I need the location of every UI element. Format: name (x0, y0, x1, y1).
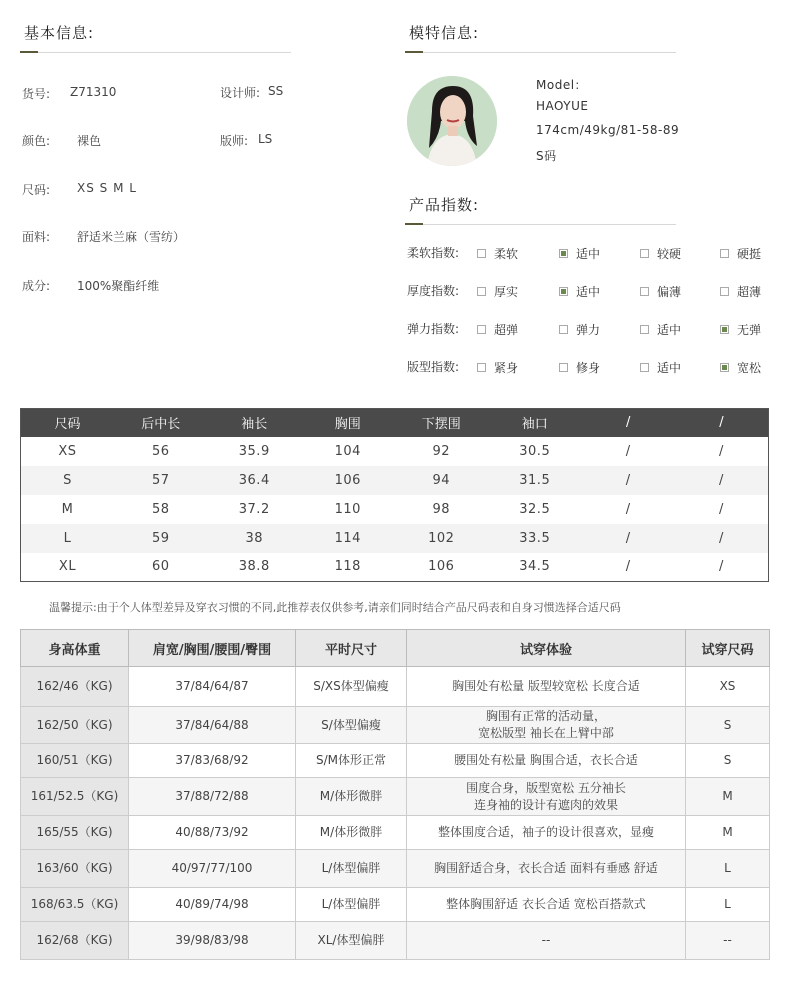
size-table-cell: 37.2 (238, 501, 270, 517)
try-on-table-header (21, 630, 770, 667)
value-item-no: Z71310 (70, 85, 117, 99)
try-on-cell: 40/97/77/100 (129, 850, 296, 888)
index-option-label: 厚实 (494, 285, 519, 299)
size-table-cell: / (625, 559, 631, 575)
index-option-label: 适中 (576, 285, 601, 299)
size-table-cell: 35.9 (238, 443, 270, 459)
size-table-cell: 104 (334, 443, 361, 459)
try-on-experience-line: 腰围处有松量 胸围合适，衣长合适 (454, 753, 638, 767)
try-on-cell (407, 778, 686, 816)
checked-box-icon (720, 363, 729, 372)
try-on-table (20, 629, 770, 960)
value-designer: SS (268, 84, 284, 98)
try-on-experience-line: 整体胸围舒适 衣长合适 宽松百搭款式 (446, 897, 646, 911)
index-option-label: 适中 (657, 323, 682, 337)
try-on-cell: L (686, 888, 770, 922)
product-index-divider (405, 224, 676, 225)
index-option (477, 283, 518, 300)
label-pattern-maker: 版师: (220, 134, 249, 148)
model-size: S码 (536, 149, 557, 163)
try-on-cell: 40/88/73/92 (129, 816, 296, 850)
index-option (559, 359, 600, 376)
try-on-cell (407, 744, 686, 778)
size-table-cell: XS (58, 443, 77, 459)
size-table-cell: 31.5 (488, 466, 582, 495)
size-table-cell: L (21, 524, 115, 553)
model-info-title: 模特信息: (409, 24, 480, 42)
index-option (477, 245, 518, 262)
try-on-experience-line: 胸围处有松量 版型较宽松 长度合适 (452, 679, 640, 693)
try-on-cell (407, 922, 686, 960)
index-option (720, 283, 761, 300)
try-on-cell (407, 888, 686, 922)
unchecked-box-icon (477, 325, 486, 334)
try-on-cell: 37/88/72/88 (129, 778, 296, 816)
try-on-experience-line: 围度合身，版型宽松 五分袖长 (466, 780, 626, 795)
size-table-cell: 110 (334, 501, 361, 517)
size-table-cell: 94 (395, 466, 489, 495)
index-option-label: 弹力 (576, 323, 601, 337)
try-on-cell: 168/63.5（KG) (21, 888, 129, 922)
try-on-cell (407, 850, 686, 888)
try-on-experience-line: 宽松版型 袖长在上臂中部 (478, 726, 614, 740)
size-table-cell: / (719, 559, 724, 575)
unchecked-box-icon (720, 249, 729, 258)
size-table-header-cell: 袖长 (208, 409, 302, 437)
table-row (21, 922, 770, 960)
table-row (21, 495, 769, 524)
try-on-cell (407, 707, 686, 744)
try-on-cell (407, 667, 686, 707)
size-table-cell: 30.5 (519, 443, 551, 459)
size-table-header-cell: 胸围 (301, 409, 395, 437)
index-option-label: 柔软 (494, 247, 519, 261)
index-option-label: 超弹 (494, 323, 519, 337)
try-on-header-cell: 平时尺寸 (296, 630, 407, 667)
index-option (559, 245, 600, 262)
try-on-cell: M (686, 816, 770, 850)
value-color: 裸色 (77, 134, 102, 148)
size-table-cell: / (719, 443, 724, 459)
size-table-cell: / (582, 466, 676, 495)
unchecked-box-icon (720, 287, 729, 296)
model-name: HAOYUE (536, 99, 589, 113)
try-on-cell (407, 816, 686, 850)
try-on-cell: L (686, 850, 770, 888)
index-option (559, 283, 600, 300)
try-on-cell: 163/60（KG) (21, 850, 129, 888)
unchecked-box-icon (477, 287, 486, 296)
value-size: XS S M L (77, 181, 137, 195)
table-row (21, 850, 770, 888)
try-on-cell: 162/68（KG) (21, 922, 129, 960)
label-color: 颜色: (22, 134, 51, 148)
table-row (21, 778, 770, 816)
index-option-label: 宽松 (737, 361, 762, 375)
table-row (21, 707, 770, 744)
size-table-cell: 34.5 (519, 559, 551, 575)
index-option (559, 321, 600, 338)
table-row (21, 437, 769, 466)
index-row-label: 厚度指数: (407, 284, 460, 298)
model-label: Model： (536, 78, 588, 92)
size-table-cell: 106 (428, 559, 455, 575)
try-on-cell: S (686, 744, 770, 778)
index-option-label: 偏薄 (657, 285, 682, 299)
table-row (21, 667, 770, 707)
index-option-label: 硬挺 (737, 247, 762, 261)
size-table-cell: M (61, 501, 74, 517)
size-tip: 温馨提示:由于个人体型差异及穿衣习惯的不同,此推荐表仅供参考,请亲们同时结合产品尺码表和自身习惯选择合适尺码 (49, 601, 621, 614)
index-option-label: 适中 (657, 361, 682, 375)
size-table-header-cell: 下摆围 (395, 409, 489, 437)
label-composition: 成分: (22, 279, 51, 293)
try-on-cell: 162/50（KG) (21, 707, 129, 744)
try-on-cell: S/XS体型偏瘦 (296, 667, 407, 707)
index-option (640, 359, 681, 376)
basic-info-divider (20, 52, 291, 53)
unchecked-box-icon (477, 363, 486, 372)
size-table-cell: 114 (301, 524, 395, 553)
index-row-label: 柔软指数: (407, 246, 460, 260)
try-on-header-cell: 试穿体验 (407, 630, 686, 667)
checked-box-icon (559, 287, 568, 296)
size-table-cell: 56 (151, 443, 170, 459)
index-row-label: 弹力指数: (407, 322, 460, 336)
size-table-cell: / (719, 501, 724, 517)
index-row-label: 版型指数: (407, 360, 460, 374)
index-option (720, 359, 761, 376)
index-option (640, 321, 681, 338)
size-table-cell: 57 (114, 466, 208, 495)
size-table-cell: 38.8 (238, 559, 270, 575)
try-on-cell: 165/55（KG) (21, 816, 129, 850)
index-option (477, 359, 518, 376)
index-option-label: 修身 (576, 361, 601, 375)
try-on-cell: 37/83/68/92 (129, 744, 296, 778)
try-on-cell: 160/51（KG) (21, 744, 129, 778)
unchecked-box-icon (640, 325, 649, 334)
try-on-experience-line: 整体围度合适，袖子的设计很喜欢，显瘦 (437, 825, 654, 839)
size-table-cell: 60 (151, 559, 170, 575)
unchecked-box-icon (559, 325, 568, 334)
model-avatar (407, 76, 497, 166)
try-on-cell: 37/84/64/87 (129, 667, 296, 707)
product-index-title: 产品指数: (409, 196, 480, 214)
try-on-header-cell: 肩宽/胸围/腰围/臀围 (129, 630, 296, 667)
index-option-label: 紧身 (494, 361, 519, 375)
unchecked-box-icon (640, 287, 649, 296)
size-table-header-cell: 袖口 (488, 409, 582, 437)
try-on-cell: XL/体型偏胖 (296, 922, 407, 960)
model-measurements: 174cm/49kg/81-58-89 (536, 123, 680, 137)
size-table (20, 408, 769, 582)
index-option (477, 321, 518, 338)
try-on-cell: -- (686, 922, 770, 960)
try-on-cell: S (686, 707, 770, 744)
try-on-cell: L/体型偏胖 (296, 888, 407, 922)
unchecked-box-icon (640, 363, 649, 372)
index-option (640, 245, 681, 262)
table-row (21, 466, 769, 495)
try-on-cell: S/体型偏瘦 (296, 707, 407, 744)
label-designer: 设计师: (220, 86, 261, 100)
index-option-label: 超薄 (737, 285, 762, 299)
table-row (21, 524, 769, 553)
size-table-cell: S (21, 466, 115, 495)
size-table-header (21, 409, 769, 437)
table-row (21, 553, 769, 582)
size-table-header-cell: / (582, 409, 676, 437)
try-on-experience-line: 连身袖的设计有遮肉的效果 (473, 797, 618, 812)
unchecked-box-icon (559, 363, 568, 372)
model-info-divider (405, 52, 676, 53)
try-on-cell: 40/89/74/98 (129, 888, 296, 922)
size-table-cell: 33.5 (488, 524, 582, 553)
label-fabric: 面料: (22, 230, 51, 244)
index-option-label: 较硬 (657, 247, 682, 261)
try-on-header-cell: 试穿尺码 (686, 630, 770, 667)
try-on-cell: 39/98/83/98 (129, 922, 296, 960)
try-on-header-cell: 身高体重 (21, 630, 129, 667)
try-on-cell: L/体型偏胖 (296, 850, 407, 888)
size-table-header-cell: 尺码 (21, 409, 115, 437)
try-on-cell: S/M体形正常 (296, 744, 407, 778)
index-option (640, 283, 681, 300)
value-fabric: 舒适米兰麻（雪纺） (77, 230, 186, 244)
size-table-cell: / (675, 524, 769, 553)
table-row (21, 744, 770, 778)
index-option-label: 无弹 (737, 323, 762, 337)
size-table-cell: 92 (432, 443, 451, 459)
size-table-cell: / (675, 466, 769, 495)
index-option (720, 245, 761, 262)
size-table-header-cell: 后中长 (114, 409, 208, 437)
value-pattern-maker: LS (258, 132, 273, 146)
try-on-cell: M (686, 778, 770, 816)
size-table-cell: 59 (114, 524, 208, 553)
index-option (720, 321, 761, 338)
size-table-cell: 32.5 (519, 501, 551, 517)
try-on-experience-line: 胸围舒适合身，衣长合适 面料有垂感 舒适 (434, 861, 658, 875)
size-table-cell: 38 (208, 524, 302, 553)
unchecked-box-icon (640, 249, 649, 258)
basic-info-title: 基本信息: (24, 24, 95, 42)
try-on-cell: M/体形微胖 (296, 816, 407, 850)
size-table-cell: 102 (395, 524, 489, 553)
size-table-cell: / (625, 443, 631, 459)
try-on-cell: XS (686, 667, 770, 707)
table-row (21, 888, 770, 922)
value-composition: 100%聚酯纤维 (77, 279, 160, 293)
size-table-header-cell: / (675, 409, 769, 437)
size-table-cell: 36.4 (208, 466, 302, 495)
try-on-cell: 37/84/64/88 (129, 707, 296, 744)
try-on-cell: 162/46（KG) (21, 667, 129, 707)
checked-box-icon (720, 325, 729, 334)
try-on-cell: 161/52.5（KG) (21, 778, 129, 816)
size-table-cell: / (582, 524, 676, 553)
size-table-cell: 106 (301, 466, 395, 495)
size-table-cell: 58 (151, 501, 170, 517)
table-row (21, 816, 770, 850)
unchecked-box-icon (477, 249, 486, 258)
size-table-cell: 98 (432, 501, 451, 517)
index-option-label: 适中 (576, 247, 601, 261)
size-table-cell: 118 (334, 559, 361, 575)
try-on-cell: M/体形微胖 (296, 778, 407, 816)
try-on-experience-line: 胸围有正常的活动量， (485, 709, 606, 723)
try-on-experience-line: -- (541, 933, 551, 947)
checked-box-icon (559, 249, 568, 258)
size-table-cell: XL (58, 559, 77, 575)
label-item-no: 货号: (22, 87, 51, 101)
label-size: 尺码: (22, 183, 51, 197)
size-table-cell: / (625, 501, 631, 517)
